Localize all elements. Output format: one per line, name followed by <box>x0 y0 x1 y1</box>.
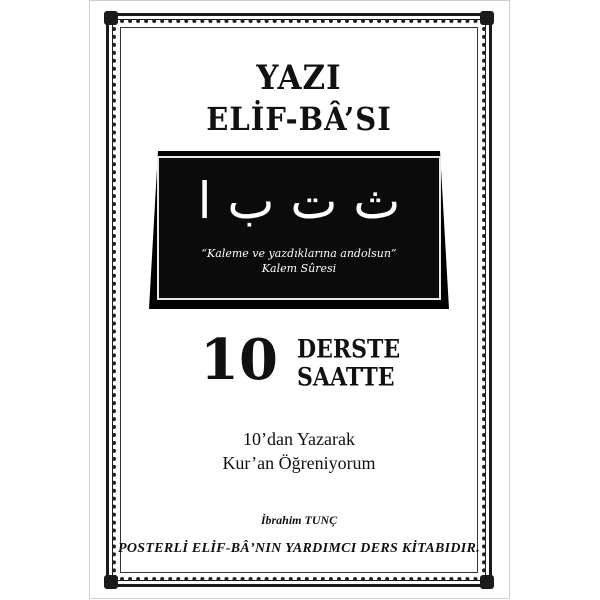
board-quote <box>159 246 439 276</box>
blackboard <box>157 156 441 300</box>
quote-source: Kalem Sûresi <box>261 262 337 275</box>
quote-line: “Kaleme ve yazdıklarına andolsun” <box>201 247 397 260</box>
title-line-1: YAZI <box>256 58 342 98</box>
corner-ornament-icon <box>104 575 118 589</box>
subtitle-line-1: 10’dan Yazarak <box>243 429 355 449</box>
corner-ornament-icon <box>480 11 494 25</box>
lesson-word-saatte: SAATTE <box>297 362 395 393</box>
arabic-letters: ث ت ب ا <box>197 172 401 230</box>
author-name: İbrahim TUNÇ <box>260 513 338 527</box>
corner-ornament-icon <box>104 11 118 25</box>
title-line-2: ELİF-BÂ’SI <box>206 100 392 138</box>
corner-ornament-icon <box>480 575 494 589</box>
subtitle-line-2: Kur’an Öğreniyorum <box>222 453 376 473</box>
footer-note: POSTERLİ ELİF-BÂ’NIN YARDIMCI DERS KİTABIDIR. <box>118 541 480 556</box>
lesson-count: 10 <box>200 327 278 393</box>
lesson-word-derste: DERSTE <box>297 334 401 365</box>
